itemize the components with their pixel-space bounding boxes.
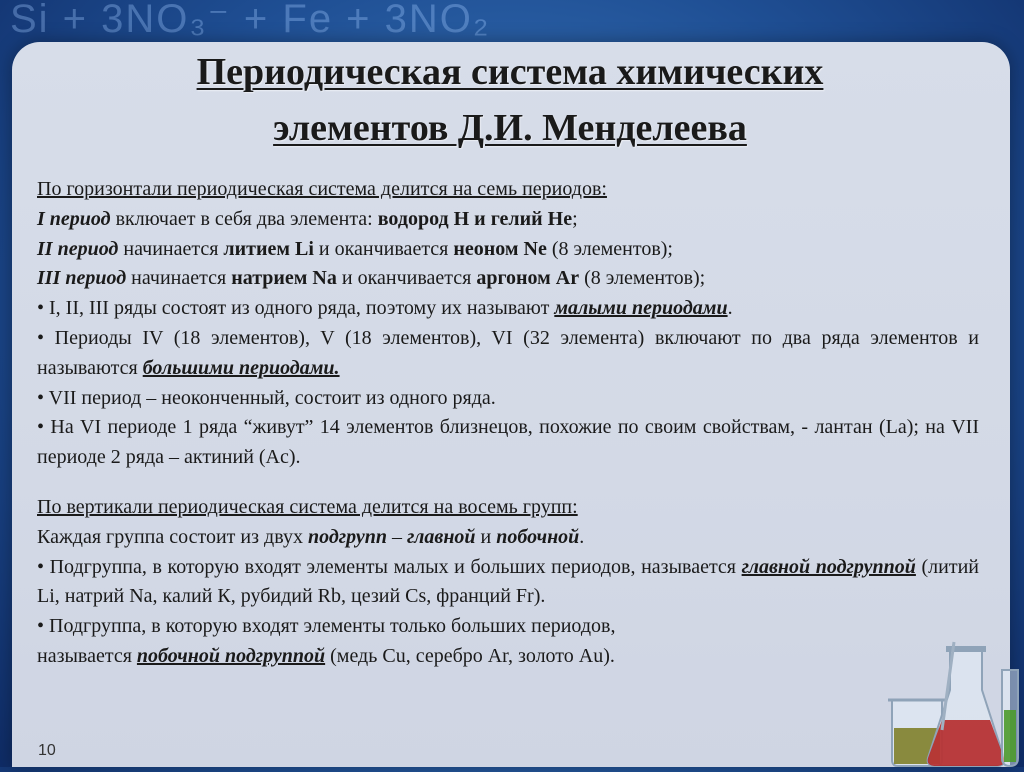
subgroups-line [37,523,979,553]
period-2-text: начинается [118,237,224,260]
page-number: 10 [38,742,56,759]
small-periods-text: • I, II, III ряды состоят из одного ряда, поэтому их называют [37,297,555,320]
period-3-text-2: и оканчивается [336,267,477,290]
twins-bullet: • На VI периоде 1 ряда “живут” 14 элементов близнецов, похожие по своим свойствам, - лантан (La); на VII периоде 2 ряда – актиний (Ac). [37,416,979,469]
period-3-start: натрием Na [231,267,337,290]
periods-intro: По горизонтали периодическая система делится на семь периодов: [37,178,607,200]
period-2-label: II период [37,237,119,260]
small-periods-end: . [727,297,733,320]
period-3-text: начинается [126,267,232,290]
subgroups-and: и [475,525,497,548]
slide-title [60,44,960,156]
period-2-end-element: неоном Ne [453,237,547,260]
period-2-line [37,235,979,265]
main-subgroup-bullet [37,553,979,613]
title-line-2: элементов Д.И. Менделеева [273,107,747,149]
period-1-label: I период [37,207,111,230]
small-periods-term: малыми периодами [554,297,728,320]
main-subgroup-text: • Подгруппа, в которую входят элементы малых и больших периодов, называется [37,555,742,578]
side-subgroup-examples: (медь Cu, серебро Ar, золото Au). [325,644,615,667]
side-subgroup-text-2: называется [37,644,137,667]
period-3-count: (8 элементов); [579,267,706,290]
large-periods-bullet [37,324,979,384]
title-line-1: Периодическая система химических [196,51,824,93]
period-1-line [37,205,979,235]
side-term: побочной [496,525,580,548]
groups-intro: По вертикали периодическая система делится на восемь групп: [37,495,578,518]
subgroups-dash: – [387,525,407,548]
subgroups-term: подгрупп [307,525,387,548]
period-1-text: включает в себя два элемента: [110,207,378,230]
period-2-start: литием Li [223,237,314,260]
main-term: главной [407,525,476,548]
subgroups-end: . [579,525,585,548]
period-1-elements: водород H и гелий He [377,207,573,230]
large-periods-term: большими периодами. [142,356,340,379]
period-3-line [37,264,979,294]
large-periods-text: • Периоды IV (18 элементов), V (18 элементов), VI (32 элемента) включают по два ряда элементов и называются [37,326,979,379]
period-3-label: III период [37,267,127,290]
period-2-count: (8 элементов); [546,237,673,260]
subgroups-text: Каждая группа состоит из двух [37,525,308,548]
period-1-end: ; [572,207,578,230]
main-subgroup-term: главной подгруппой [741,555,916,578]
period-7-bullet: • VII период – неоконченный, состоит из одного ряда. [37,386,496,409]
main-subgroup-examples: (литий Li, натрий Na, калий К, рубидий Rb, цезий Cs, франций Fr). [37,555,979,608]
lab-glassware-icon [884,640,1024,767]
period-3-end-element: аргоном Ar [476,267,580,290]
side-subgroup-text: • Подгруппа, в которую входят элементы только больших периодов, [37,615,616,638]
period-2-text-2: и оканчивается [313,237,454,260]
side-subgroup-term: побочной подгруппой [136,644,326,667]
small-periods-bullet [37,294,979,324]
slide-content [37,175,979,672]
side-subgroup-bullet [37,612,979,672]
background-formula: Si + 3NO₃⁻ + Fe + 3NO₂ [10,0,491,41]
